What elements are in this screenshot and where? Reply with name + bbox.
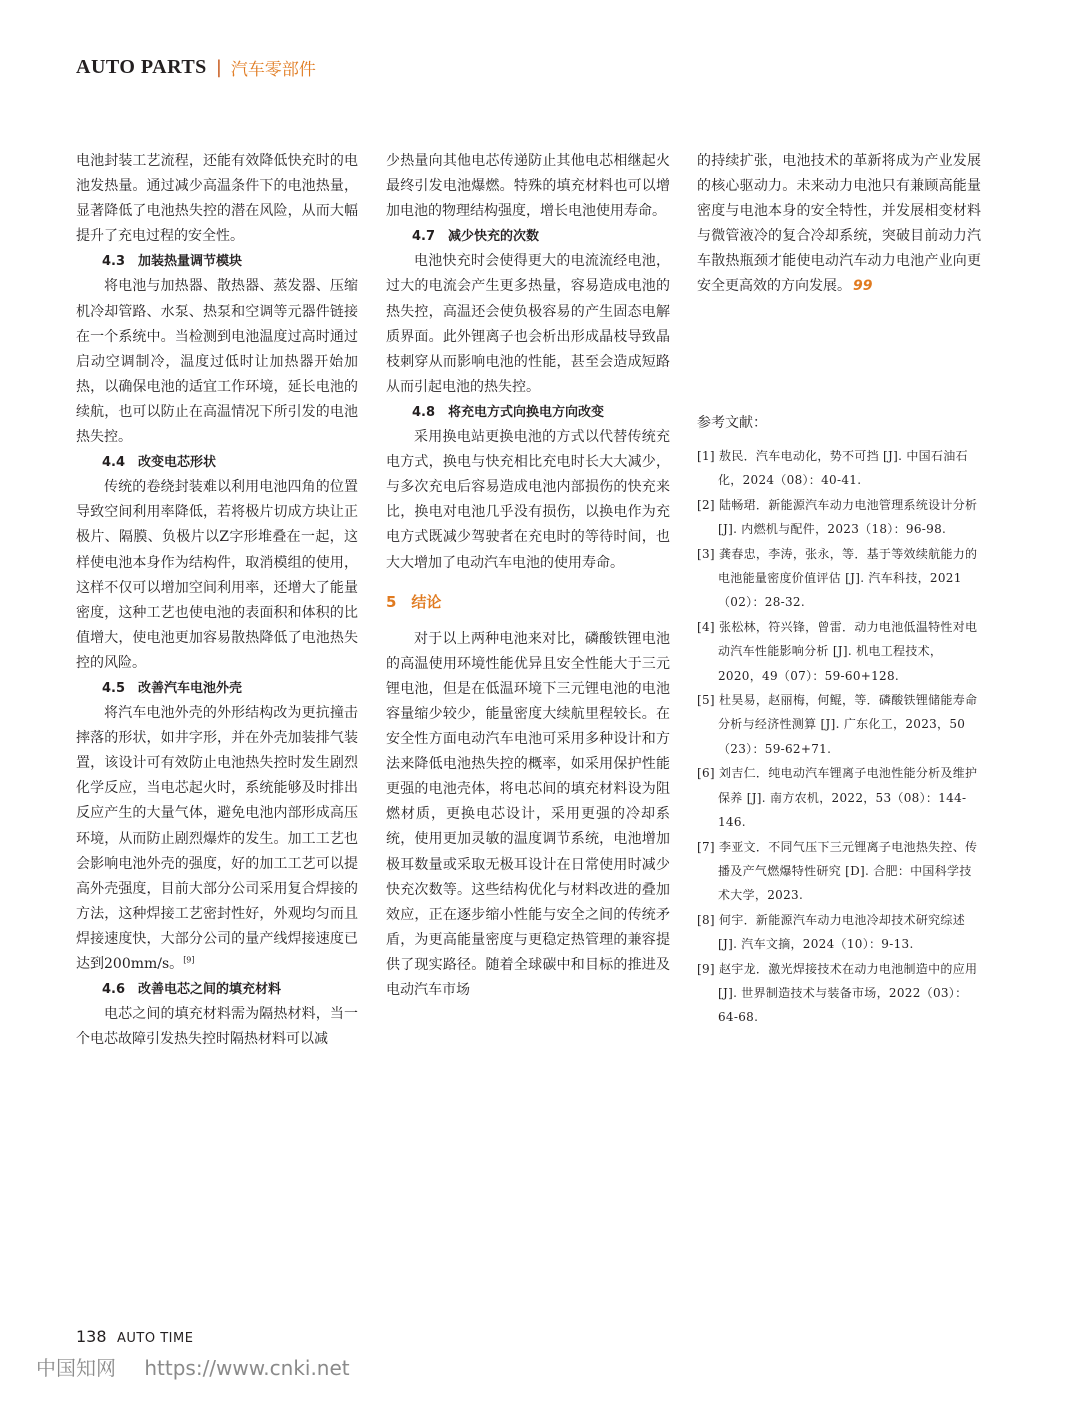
paragraph: 电芯之间的填充材料需为隔热材料，当一个电芯故障引发热失控时隔热材料可以减 (76, 1006, 358, 1048)
section-heading-4-7: 4.7 减少快充的次数 (412, 229, 540, 245)
paragraph (76, 701, 358, 977)
section-heading-4-6: 4.6 改善电芯之间的填充材料 (102, 982, 282, 998)
page-number: 138 (76, 1327, 107, 1346)
paragraph: 电池封装工艺流程，还能有效降低快充时的电池发热量。通过减少高温条件下的电池热量，显著降低了电池热失控的潜在风险，从而大幅提升了充电过程的安全性。 (76, 153, 358, 245)
reference-item: [5] 杜昊易，赵丽梅，何鲲，等．磷酸铁锂储能寿命分析与经济性测算 [J]. 广东化工，2023，50（23）：59-62+71. (697, 693, 978, 756)
paragraph: 对于以上两种电池来对比，磷酸铁锂电池的高温使用环境性能优异且安全性能大于三元锂电池，但是在低温环境下三元锂电池的电池容量缩少较少，能量密度大续航里程较长。在安全性方面电动汽车电池可采用多种设计和方法来降低电池热失控的概率，如采用保护性能更强的电池壳体，将电芯间的填充材料设为阻燃材质，更换电芯设计，采用更强的冷却系统，使用更加灵敏的温度调节系统，电池增加极耳数量或采取无极耳设计在日常使用时减少快充次数等。这些结构优化与材料改进的叠加效应，正在逐步缩小性能与安全之间的传统矛盾，为更高能量密度与更稳定热管理的兼容提供了现实路径。随着全球碳中和目标的推进及电动汽车市场 (386, 630, 670, 998)
paragraph (697, 149, 981, 300)
paragraph-text: 的持续扩张，电池技术的革新将成为产业发展的核心驱动力。未来动力电池只有兼顾高能量密度与电池本身的安全特性，并发展相变材料与微管液冷的复合冷却系统，突破目前动力汽车散热瓶颈才能使电动汽车动力电池产业向更安全更高效的方向发展。 (697, 153, 981, 295)
page-footer (76, 1327, 193, 1346)
section-heading-4-3: 4.3 加装热量调节模块 (102, 254, 243, 270)
reference-item: [1] 敖民．汽车电动化，势不可挡 [J]. 中国石油石化，2024（08）：40-41. (697, 449, 968, 488)
reference-item: [2] 陆畅珺．新能源汽车动力电池管理系统设计分析 [J]. 内燃机与配件，2023（18）：96-98. (697, 497, 978, 537)
section-heading-conclusion: 5 结论 (386, 592, 442, 611)
paragraph: 采用换电站更换电池的方式以代替传统充电方式，换电与快充相比充电时长大大减少，与多次充电后容易造成电池内部损伤的快充来比，换电对电池几乎没有损伤，以换电作为充电方式既减少驾驶者在充电时的等待时间，也大大增加了电动汽车电池的使用寿命。 (386, 429, 670, 571)
text-column-3 (697, 149, 981, 300)
reference-item: [3] 龚春忠，李涛，张永，等．基于等效续航能力的电池能量密度价值评估 [J]. 汽车科技，2021（02）：28-32. (697, 546, 978, 610)
references-list (697, 444, 983, 1030)
paragraph: 电池快充时会使得更大的电流流经电池，过大的电流会产生更多热量，容易造成电池的热失控，高温还会使负极容易的产生固态电解质界面。此外锂离子也会析出形成晶枝导致晶枝刺穿从而影响电池的性能，甚至会造成短路从而引起电池的热失控。 (386, 253, 670, 395)
paragraph: 传统的卷绕封装难以利用电池四角的位置导致空间利用率降低，若将极片切成方块让正极片、隔膜、负极片以Z字形堆叠在一起，这样使电池本身作为结构件，取消模组的使用，这样不仅可以增加空间利用率，还增大了能量密度，这种工艺也使电池的表面积和体积的比值增大，使电池更加容易散热降低了电池热失控的风险。 (76, 479, 358, 671)
running-header (76, 54, 316, 80)
header-separator: | (215, 56, 222, 78)
reference-item: [7] 李亚文．不同气压下三元锂离子电池热失控、传播及产气燃爆特性研究 [D]. 合肥：中国科学技术大学，2023. (697, 839, 978, 903)
reference-item: [4] 张松林，符兴锋，曾雷．动力电池低温特性对电动汽车性能影响分析 [J]. 机电工程技术，2020，49（07）：59-60+128. (697, 619, 978, 683)
reference-item: [8] 何宇．新能源汽车动力电池冷却技术研究综述 [J]. 汽车文摘，2024（10）：9-13. (697, 912, 966, 952)
header-brand-cn: 汽车零部件 (230, 59, 316, 80)
cnki-watermark (36, 1352, 350, 1381)
citation-ref: [9] (183, 955, 195, 965)
section-heading-4-8: 4.8 将充电方式向换电方向改变 (412, 404, 605, 420)
watermark-site-name: 中国知网 (36, 1356, 116, 1380)
watermark-url: https://www.cnki.net (144, 1356, 350, 1380)
magazine-name: AUTO TIME (117, 1331, 194, 1346)
reference-item: [6] 刘吉仁．纯电动汽车锂离子电池性能分析及维护保养 [J]. 南方农机，2022，53（08）：144-146. (697, 766, 978, 830)
section-heading-4-4: 4.4 改变电芯形状 (102, 455, 217, 471)
article-end-mark-icon: 99 (853, 278, 873, 295)
reference-item: [9] 赵宇龙．激光焊接技术在动力电池制造中的应用 [J]. 世界制造技术与装备市场，2022（03）：64-68. (697, 961, 978, 1025)
references-title: 参考文献： (697, 415, 767, 431)
section-heading-4-5: 4.5 改善汽车电池外壳 (102, 680, 243, 696)
paragraph: 将电池与加热器、散热器、蒸发器、压缩机冷却管路、水泵、热泵和空调等元器件链接在一个系统中。当检测到电池温度过高时通过启动空调制冷，温度过低时让加热器开始加热，以确保电池的适宜工作环境，延长电池的续航，也可以防止在高温情况下所引发的电池热失控。 (76, 278, 358, 446)
paragraph: 少热量向其他电芯传递防止其他电芯相继起火最终引发电池爆燃。特殊的填充材料也可以增加电池的物理结构强度，增长电池使用寿命。 (386, 153, 670, 220)
text-column-2 (386, 149, 670, 1003)
text-column-1 (76, 149, 358, 1052)
header-brand-en: AUTO PARTS (76, 55, 207, 78)
paragraph-text: 将汽车电池外壳的外形结构改为更抗撞击摔落的形状，如井字形，并在外壳加装排气装置，该设计可有效防止电池热失控时发生剧烈化学反应，当电芯起火时，系统能够及时排出反应产生的大量气体，避免电池内部形成高压环境，从而防止剧烈爆炸的发生。加工工艺也会影响电池外壳的强度，好的加工工艺可以提高外壳强度，目前大部分公司采用复合焊接的方法，这种焊接工艺密封性好，外观均匀而且焊接速度快，大部分公司的量产线焊接速度已达到200mm/s。 (76, 705, 358, 972)
